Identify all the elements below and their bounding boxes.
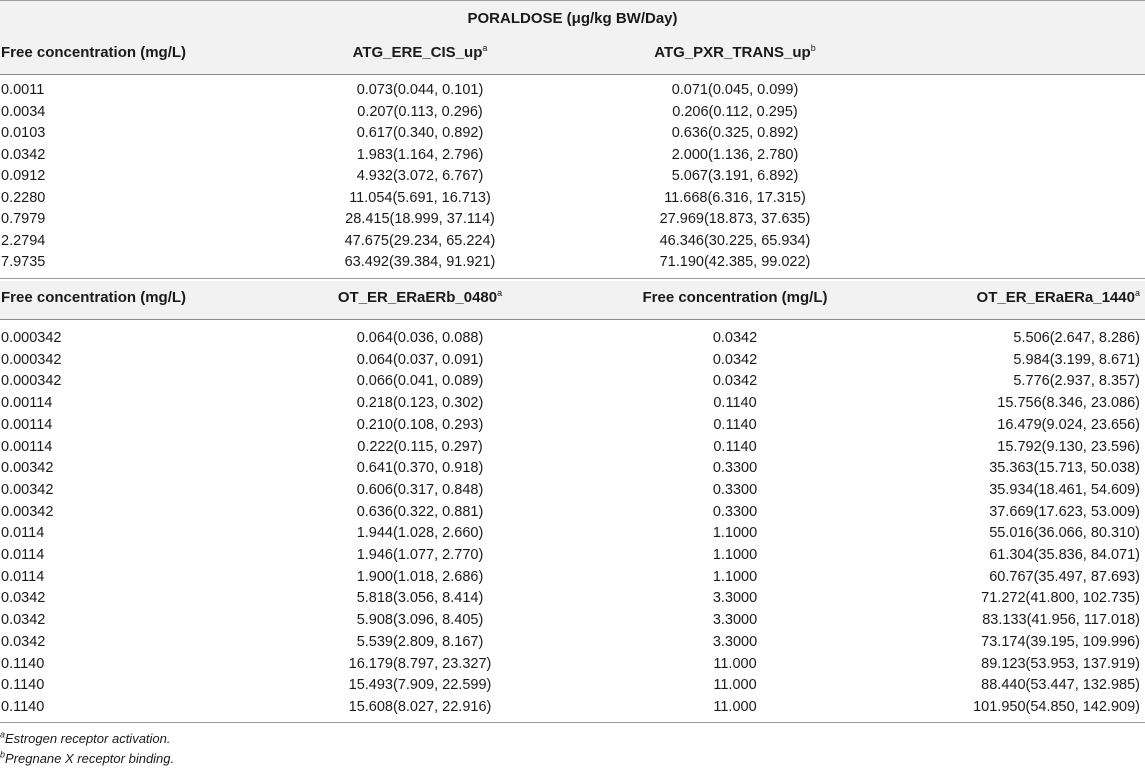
cell-ot-er-eraera-1440: 83.133(41.956, 117.018) (982, 612, 1140, 629)
cell-free-concentration: 0.0011 (1, 82, 45, 98)
cell-free-concentration-2: 11.000 (713, 677, 757, 694)
cell-free-concentration: 0.0114 (1, 547, 45, 563)
table-row (0, 567, 1145, 589)
cell-free-concentration: 0.000342 (1, 330, 62, 346)
table-row (0, 188, 1145, 210)
cell-atg-ere-cis-up: 0.073(0.044, 0.101) (356, 82, 484, 98)
cell-ot-er-eraerb-0480: 5.539(2.809, 8.167) (356, 633, 484, 650)
cell-free-concentration-2: 0.1140 (713, 438, 757, 455)
cell-ot-er-eraera-1440: 73.174(39.195, 109.996) (981, 633, 1140, 650)
header-free-concentration: Free concentration (mg/L) (1, 44, 187, 61)
header-free-concentration: Free concentration (mg/L) (1, 289, 187, 306)
table-row (0, 697, 1145, 719)
cell-atg-pxr-trans-up: 0.071(0.045, 0.099) (671, 82, 799, 98)
cell-atg-ere-cis-up: 0.207(0.113, 0.296) (357, 103, 483, 120)
section-divider (0, 278, 1145, 279)
table-row (0, 252, 1145, 274)
table-row (0, 166, 1145, 188)
table-row (0, 437, 1145, 459)
table-row (0, 523, 1145, 545)
cell-atg-ere-cis-up: 1.983(1.164, 2.796) (356, 146, 484, 163)
table-title: PORALDOSE (μg/kg BW/Day) (467, 10, 678, 27)
cell-free-concentration-2: 3.3000 (712, 633, 758, 650)
cell-free-concentration-2: 0.0342 (712, 330, 758, 346)
header-ot-er-eraera-1440: OT_ER_ERaERa_1440$^a$ (976, 288, 1140, 306)
cell-free-concentration-2: 0.0342 (712, 373, 758, 390)
cell-free-concentration: 0.0342 (1, 146, 46, 163)
section2-header-row (0, 281, 1145, 320)
table-row (0, 654, 1145, 676)
cell-free-concentration: 0.0342 (1, 633, 46, 650)
table-row (0, 123, 1145, 145)
section1-header-row (0, 36, 1145, 75)
cell-free-concentration: 0.00342 (1, 481, 54, 498)
cell-atg-ere-cis-up: 0.617(0.340, 0.892) (356, 125, 484, 141)
table-row (0, 102, 1145, 124)
cell-free-concentration: 0.00342 (1, 460, 54, 477)
cell-free-concentration-2: 0.0342 (712, 351, 758, 368)
cell-free-concentration-2: 3.3000 (712, 612, 758, 629)
cell-free-concentration-2: 11.000 (713, 655, 757, 672)
cell-atg-pxr-trans-up: 2.000(1.136, 2.780) (671, 146, 799, 163)
cell-ot-er-eraerb-0480: 0.641(0.370, 0.918) (356, 460, 484, 477)
cell-free-concentration-2: 0.3300 (712, 460, 758, 477)
cell-free-concentration-2: 0.3300 (712, 481, 758, 498)
table-row (0, 371, 1145, 393)
cell-ot-er-eraerb-0480: 16.179(8.797, 23.327) (348, 655, 492, 672)
table-row (0, 502, 1145, 524)
cell-free-concentration: 0.2280 (1, 189, 46, 206)
cell-ot-er-eraerb-0480: 0.066(0.041, 0.089) (356, 373, 484, 390)
cell-ot-er-eraerb-0480: 1.944(1.028, 2.660) (356, 525, 484, 542)
cell-ot-er-eraerb-0480: 0.218(0.123, 0.302) (356, 395, 484, 412)
cell-ot-er-eraera-1440: 5.506(2.647, 8.286) (1013, 330, 1140, 346)
cell-atg-pxr-trans-up: 11.668(6.316, 17.315) (664, 189, 806, 206)
cell-free-concentration: 0.1140 (1, 655, 45, 672)
cell-ot-er-eraerb-0480: 0.210(0.108, 0.293) (356, 416, 484, 433)
table-row (0, 145, 1145, 167)
cell-free-concentration: 0.7979 (1, 211, 46, 227)
cell-free-concentration-2: 11.000 (713, 698, 757, 715)
cell-free-concentration: 0.1140 (1, 698, 45, 715)
table-row (0, 545, 1145, 567)
cell-ot-er-eraerb-0480: 5.818(3.056, 8.414) (356, 590, 484, 607)
cell-free-concentration: 0.00342 (1, 503, 54, 520)
footnote-b: $^b$Pregnane X receptor binding. (0, 749, 175, 766)
table-row (0, 675, 1145, 697)
cell-ot-er-eraera-1440: 15.756(8.346, 23.086) (997, 395, 1140, 412)
cell-atg-pxr-trans-up: 46.346(30.225, 65.934) (659, 232, 811, 249)
cell-ot-er-eraera-1440: 61.304(35.836, 84.071) (989, 547, 1140, 563)
cell-free-concentration: 7.9735 (1, 254, 46, 270)
footnote-a: $^a$Estrogen receptor activation. (0, 729, 171, 746)
cell-atg-ere-cis-up: 11.054(5.691, 16.713) (349, 189, 491, 206)
cell-free-concentration: 0.0114 (1, 525, 45, 542)
table-row (0, 632, 1145, 654)
cell-free-concentration-2: 1.1000 (712, 525, 758, 542)
table-row (0, 588, 1145, 610)
cell-ot-er-eraerb-0480: 5.908(3.096, 8.405) (356, 612, 484, 629)
table-row (0, 415, 1145, 437)
table-row (0, 80, 1145, 102)
cell-ot-er-eraera-1440: 88.440(53.447, 132.985) (981, 677, 1140, 694)
cell-ot-er-eraera-1440: 60.767(35.497, 87.693) (989, 568, 1140, 585)
cell-ot-er-eraera-1440: 55.016(36.066, 80.310) (989, 525, 1140, 542)
cell-atg-ere-cis-up: 63.492(39.384, 91.921) (344, 254, 496, 270)
table-row (0, 610, 1145, 632)
table-row (0, 480, 1145, 502)
table-row (0, 393, 1145, 415)
cell-atg-ere-cis-up: 47.675(29.234, 65.224) (344, 232, 496, 249)
table-bottom-rule (0, 722, 1145, 723)
header-free-concentration-2: Free concentration (mg/L) (642, 289, 828, 306)
cell-free-concentration: 0.0342 (1, 590, 46, 607)
cell-free-concentration: 0.00114 (1, 395, 53, 412)
cell-free-concentration: 0.000342 (1, 351, 62, 368)
cell-ot-er-eraera-1440: 89.123(53.953, 137.919) (981, 655, 1140, 672)
cell-ot-er-eraerb-0480: 0.064(0.036, 0.088) (356, 330, 484, 346)
cell-ot-er-eraerb-0480: 15.493(7.909, 22.599) (348, 677, 492, 694)
table-row (0, 350, 1145, 372)
cell-free-concentration-2: 0.1140 (713, 416, 757, 433)
cell-free-concentration-2: 0.3300 (712, 503, 758, 520)
cell-ot-er-eraera-1440: 37.669(17.623, 53.009) (989, 503, 1140, 520)
cell-free-concentration: 0.00114 (1, 416, 53, 433)
header-atg-pxr-trans-up: $ATG\_PXR\_TRANS\_up^b$ (654, 43, 816, 61)
cell-ot-er-eraera-1440: 5.776(2.937, 8.357) (1013, 373, 1140, 390)
cell-atg-pxr-trans-up: 5.067(3.191, 6.892) (671, 168, 799, 184)
table-row (0, 231, 1145, 253)
cell-free-concentration: 0.0912 (1, 168, 46, 184)
cell-ot-er-eraerb-0480: 0.636(0.322, 0.881) (356, 503, 484, 520)
cell-free-concentration: 0.0342 (1, 612, 46, 629)
table-row (0, 328, 1145, 350)
cell-free-concentration: 0.00114 (1, 438, 53, 455)
cell-ot-er-eraera-1440: 71.272(41.800, 102.735) (981, 590, 1140, 607)
table-title-row (0, 0, 1145, 37)
cell-free-concentration-2: 3.3000 (712, 590, 758, 607)
table-row (0, 209, 1145, 231)
cell-atg-pxr-trans-up: 0.636(0.325, 0.892) (671, 125, 799, 141)
cell-free-concentration-2: 1.1000 (712, 568, 758, 585)
cell-free-concentration: 0.0114 (1, 568, 45, 585)
cell-ot-er-eraera-1440: 35.934(18.461, 54.609) (989, 481, 1140, 498)
cell-ot-er-eraera-1440: 16.479(9.024, 23.656) (997, 416, 1140, 433)
cell-free-concentration: 2.2794 (1, 232, 46, 249)
cell-atg-ere-cis-up: 4.932(3.072, 6.767) (356, 168, 484, 184)
cell-ot-er-eraerb-0480: 1.946(1.077, 2.770) (356, 547, 484, 563)
cell-ot-er-eraerb-0480: 1.900(1.018, 2.686) (356, 568, 484, 585)
cell-ot-er-eraera-1440: 35.363(15.713, 50.038) (989, 460, 1140, 477)
cell-free-concentration: 0.0034 (1, 103, 46, 120)
cell-ot-er-eraera-1440: 5.984(3.199, 8.671) (1013, 351, 1140, 368)
cell-ot-er-eraerb-0480: 0.606(0.317, 0.848) (356, 481, 484, 498)
header-ot-er-eraerb-0480: OT_ER_ERaERb_0480$^a$ (337, 288, 503, 306)
cell-free-concentration: 0.000342 (1, 373, 62, 390)
cell-atg-ere-cis-up: 28.415(18.999, 37.114) (345, 211, 495, 227)
cell-free-concentration: 0.0103 (1, 125, 46, 141)
table-row (0, 458, 1145, 480)
cell-atg-pxr-trans-up: 71.190(42.385, 99.022) (659, 254, 811, 270)
cell-ot-er-eraerb-0480: 15.608(8.027, 22.916) (348, 698, 492, 715)
cell-atg-pxr-trans-up: 0.206(0.112, 0.295) (672, 103, 798, 120)
cell-ot-er-eraera-1440: 101.950(54.850, 142.909) (973, 698, 1140, 715)
cell-free-concentration-2: 1.1000 (712, 547, 758, 563)
cell-ot-er-eraera-1440: 15.792(9.130, 23.596) (997, 438, 1140, 455)
cell-free-concentration: 0.1140 (1, 677, 45, 694)
cell-free-concentration-2: 0.1140 (713, 395, 757, 412)
header-atg-ere-cis-up: $ATG\_ERE\_CIS\_up^a$ (352, 43, 488, 61)
cell-ot-er-eraerb-0480: 0.222(0.115, 0.297) (357, 438, 483, 455)
cell-atg-pxr-trans-up: 27.969(18.873, 37.635) (659, 211, 811, 227)
cell-ot-er-eraerb-0480: 0.064(0.037, 0.091) (356, 351, 484, 368)
